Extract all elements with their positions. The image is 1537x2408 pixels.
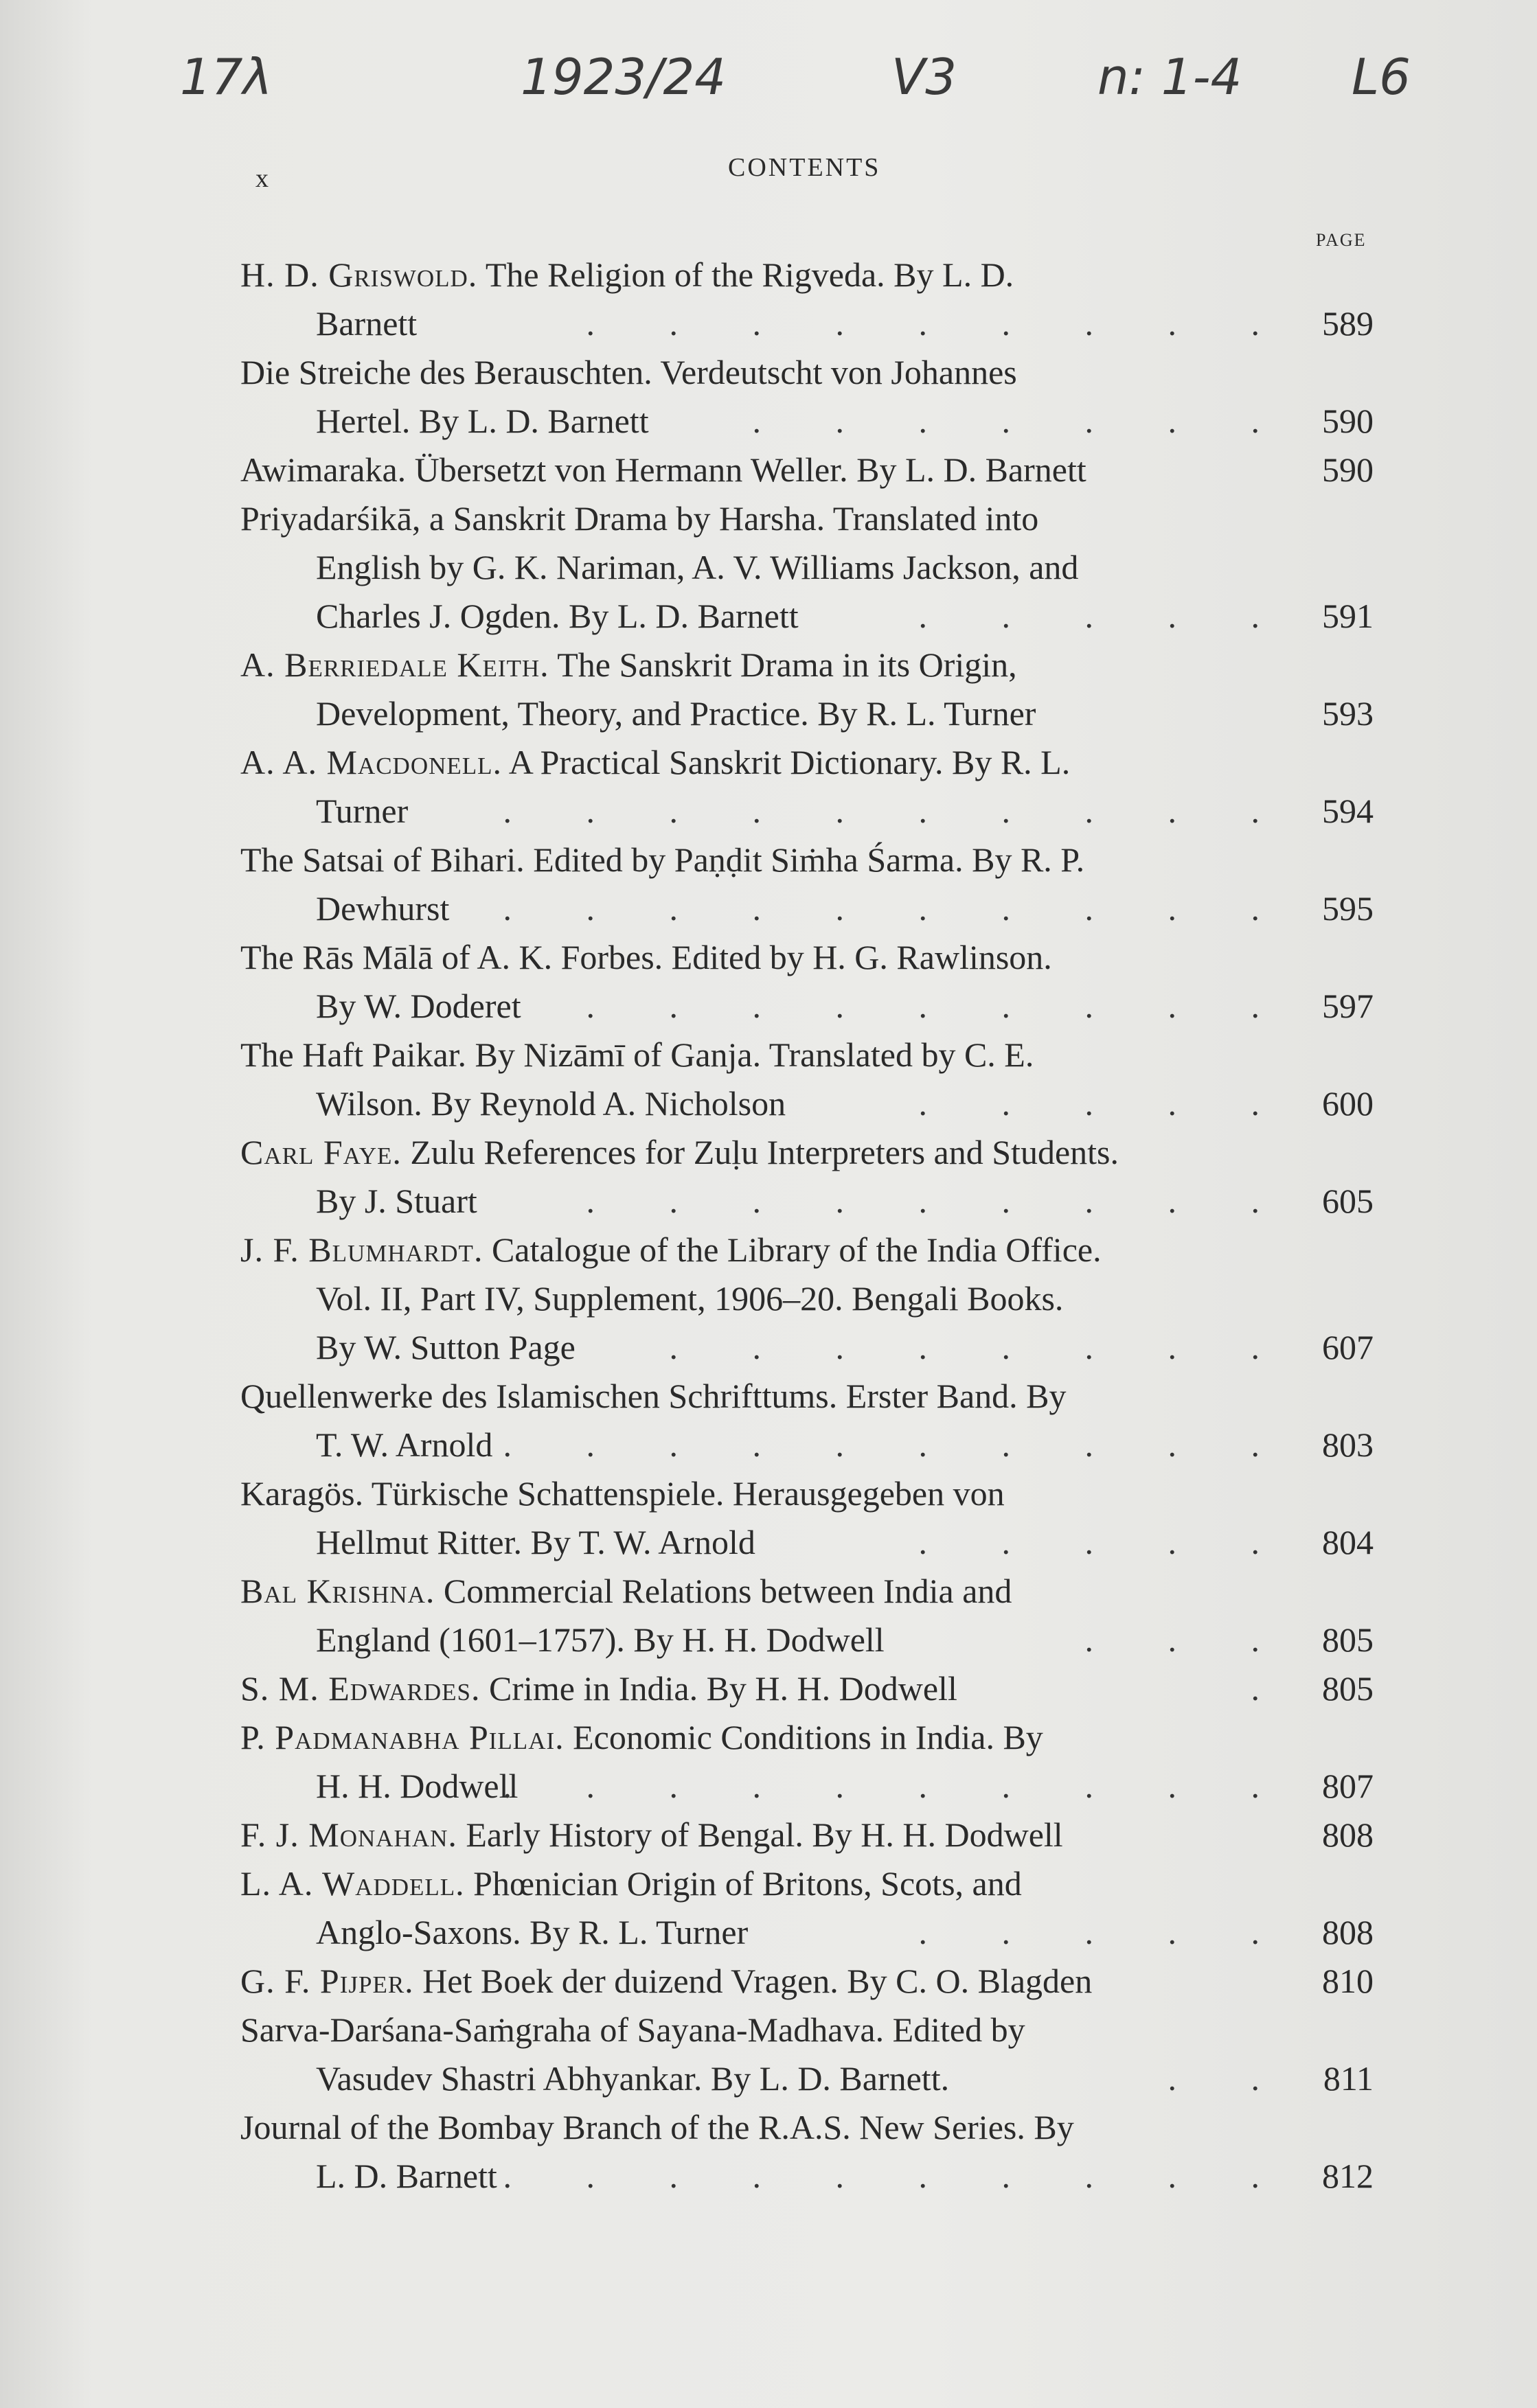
page-number: 605 (1322, 1182, 1374, 1220)
handwritten-note: 1923/24 (521, 48, 727, 106)
entry-text (316, 2054, 949, 2103)
entry-text (316, 299, 417, 348)
entry-text (240, 1031, 1034, 1079)
entry-line (240, 982, 1374, 1031)
entry-title: Quellenwerke des Islamischen Schrifttums. Erster Band. By (240, 1377, 1067, 1415)
entry-text (240, 1713, 1043, 1762)
page-number: 590 (1322, 402, 1374, 440)
entry-title: A Practical Sanskrit Dictionary. By R. L. (502, 743, 1071, 781)
leader-dots: . . . . . . . . . . (503, 1425, 1293, 1464)
entry-line (240, 1177, 1374, 1226)
page-number: 808 (1322, 1815, 1374, 1854)
page-number: 807 (1322, 1767, 1374, 1805)
entry-text (316, 397, 649, 446)
entry-line (240, 1031, 1374, 1079)
entry-text (316, 1079, 786, 1128)
entry-title: Catalogue of the Library of the India Office. (483, 1230, 1102, 1269)
page-number: 811 (1323, 2059, 1374, 2098)
page-number: 595 (1322, 889, 1374, 928)
entry-title: Wilson. By Reynold A. Nicholson (316, 1084, 786, 1123)
entry-author: A. A. Macdonell. (240, 743, 503, 781)
entry-title: T. W. Arnold (316, 1425, 493, 1464)
leader-dots: . . . . . . . . . . (503, 2157, 1293, 2195)
entry-line (240, 1957, 1374, 2006)
contents-entry (240, 2103, 1374, 2201)
entry-title: The Religion of the Rigveda. By L. D. (477, 255, 1014, 294)
entry-line (240, 1859, 1374, 1908)
contents-entry (240, 1859, 1374, 1957)
entry-text (240, 348, 1017, 397)
entry-text (240, 494, 1038, 543)
page-number: 590 (1322, 450, 1374, 489)
entry-author: J. F. Blumhardt. (240, 1230, 483, 1269)
entry-line (240, 1616, 1374, 1664)
entry-text (240, 1811, 1063, 1859)
entry-author: H. D. Griswold. (240, 255, 478, 294)
contents-entry (240, 1226, 1374, 1372)
contents-entry (240, 1713, 1374, 1811)
contents-entry (240, 446, 1374, 494)
contents-entry (240, 1664, 1374, 1713)
entry-author: F. J. Monahan. (240, 1815, 457, 1854)
handwritten-note: n: 1-4 (1097, 48, 1242, 106)
page-number: 810 (1322, 1962, 1374, 2000)
page-title: CONTENTS (728, 153, 881, 182)
entry-line (240, 1811, 1374, 1859)
leader-dots: . . . . . (918, 1913, 1293, 1951)
page-number: 591 (1322, 597, 1374, 635)
entry-title: Vasudev Shastri Abhyankar. By L. D. Barnett. (316, 2059, 950, 2098)
leader-dots: . . . . . (918, 1523, 1293, 1561)
entry-line (240, 348, 1374, 397)
entry-title: Commercial Relations between India and (435, 1572, 1012, 1610)
contents-entry (240, 738, 1374, 836)
page-number-roman: x (255, 164, 269, 193)
entry-author: P. Padmanabha Pillai. (240, 1718, 565, 1756)
entry-text (316, 1274, 1063, 1323)
entry-author: S. M. Edwardes. (240, 1669, 481, 1708)
entry-title: England (1601–1757). By H. H. Dodwell (316, 1620, 885, 1659)
entry-text (240, 738, 1070, 787)
page-number: 597 (1322, 987, 1374, 1025)
entry-text (240, 641, 1017, 689)
entry-title: Priyadarśikā, a Sanskrit Drama by Harsha. Translated into (240, 499, 1039, 538)
page-number: 589 (1322, 304, 1374, 343)
entry-title: Journal of the Bombay Branch of the R.A.S. New Series. By (240, 2108, 1074, 2146)
entry-text (240, 2006, 1025, 2054)
entry-title: Anglo-Saxons. By R. L. Turner (316, 1913, 749, 1951)
entry-line (240, 689, 1374, 738)
entry-line (240, 641, 1374, 689)
page-column-label: PAGE (1316, 230, 1367, 250)
entry-line (240, 592, 1374, 641)
entry-title: Awimaraka. Übersetzt von Hermann Weller. By L. D. Barnett (240, 450, 1086, 489)
entry-line (240, 1128, 1374, 1177)
entry-text (316, 689, 1036, 738)
entry-title: By W. Sutton Page (316, 1328, 576, 1366)
contents-entry (240, 641, 1374, 738)
entry-line (240, 251, 1374, 299)
entry-line (240, 1469, 1374, 1518)
page-number: 812 (1322, 2157, 1374, 2195)
leader-dots: . . . . . . . . . (586, 987, 1293, 1025)
page-number: 593 (1322, 694, 1374, 733)
entry-line (240, 933, 1374, 982)
entry-title: The Rās Mālā of A. K. Forbes. Edited by H. G. Rawlinson. (240, 938, 1052, 976)
entry-author: Bal Krishna. (240, 1572, 435, 1610)
contents-entry (240, 251, 1374, 348)
leader-dots: . . . . . . . . (669, 1328, 1293, 1366)
entry-title: Turner (316, 792, 409, 830)
contents-entry (240, 348, 1374, 446)
entry-text (240, 1567, 1012, 1616)
entry-line (240, 2103, 1374, 2152)
contents-entry (240, 836, 1374, 933)
entry-line (240, 1762, 1374, 1811)
leader-dots: . . . . . . . . . . (503, 889, 1293, 928)
entry-title: Dewhurst (316, 889, 450, 928)
entry-text (316, 884, 449, 933)
handwritten-note: L6 (1352, 48, 1411, 106)
entry-title: Vol. II, Part IV, Supplement, 1906–20. Bengali Books. (316, 1279, 1064, 1318)
entry-title: By W. Doderet (316, 987, 521, 1025)
leader-dots: . . . . . (918, 597, 1293, 635)
entry-title: Development, Theory, and Practice. By R. L. Turner (316, 694, 1036, 733)
contents-entry (240, 933, 1374, 1031)
entry-title: Het Boek der duizend Vragen. By C. O. Blagden (413, 1962, 1093, 2000)
entry-author: A. Berriedale Keith. (240, 645, 549, 684)
page-number: 600 (1322, 1084, 1374, 1123)
entry-line (240, 1079, 1374, 1128)
entry-line (240, 1226, 1374, 1274)
page-number: 607 (1322, 1328, 1374, 1366)
entry-text (316, 1323, 576, 1372)
page-number: 805 (1322, 1620, 1374, 1659)
entry-title: Crime in India. By H. H. Dodwell (480, 1669, 957, 1708)
entry-title: Die Streiche des Berauschten. Verdeutscht von Johannes (240, 353, 1017, 391)
contents-entry (240, 1811, 1374, 1859)
entry-line (240, 738, 1374, 787)
leader-dots: . . . . . . . . . (586, 304, 1293, 343)
page-number: 594 (1322, 792, 1374, 830)
entry-line (240, 1274, 1374, 1323)
entry-line (240, 836, 1374, 884)
contents-entry (240, 1128, 1374, 1226)
contents-entry (240, 1031, 1374, 1128)
entry-text (240, 251, 1014, 299)
entry-line (240, 1664, 1374, 1713)
leader-dots: . . . . . (918, 1084, 1293, 1123)
leader-dots: . . . . . . . . . (586, 1182, 1293, 1220)
entry-title: Early History of Bengal. By H. H. Dodwell (457, 1815, 1063, 1854)
entry-text (316, 1518, 755, 1567)
entry-line (240, 787, 1374, 836)
handwritten-note: 17λ (180, 48, 273, 106)
entry-title: L. D. Barnett (316, 2157, 497, 2195)
contents-entry (240, 1469, 1374, 1567)
entry-line (240, 1713, 1374, 1762)
entry-text (316, 2152, 497, 2201)
entry-title: The Sanskrit Drama in its Origin, (549, 645, 1017, 684)
entry-line (240, 1518, 1374, 1567)
entry-text (240, 1957, 1092, 2006)
entry-line (240, 2054, 1374, 2103)
entry-title: Economic Conditions in India. By (564, 1718, 1043, 1756)
entry-title: Barnett (316, 304, 418, 343)
entry-author: G. F. Pijper. (240, 1962, 414, 2000)
entry-title: The Satsai of Bihari. Edited by Paṇḍit Siṁha Śarma. By R. P. (240, 840, 1085, 879)
entry-line (240, 397, 1374, 446)
handwritten-annotations (0, 48, 1537, 124)
entry-text (316, 787, 408, 836)
entry-text (316, 1616, 885, 1664)
contents-entry (240, 494, 1374, 641)
entry-line (240, 446, 1374, 494)
entry-text (240, 1128, 1119, 1177)
entry-line (240, 884, 1374, 933)
entry-line (240, 1908, 1374, 1957)
entry-title: Karagös. Türkische Schattenspiele. Herausgegeben von (240, 1474, 1005, 1513)
entry-line (240, 1323, 1374, 1372)
entry-text (240, 836, 1084, 884)
entry-text (316, 1177, 477, 1226)
entry-text (240, 1664, 957, 1713)
entry-title: By J. Stuart (316, 1182, 477, 1220)
contents-entry (240, 2006, 1374, 2103)
entry-text (240, 1859, 1022, 1908)
entry-author: Carl Faye. (240, 1133, 402, 1171)
entry-text (240, 933, 1052, 982)
contents-entry (240, 1567, 1374, 1664)
entry-line (240, 543, 1374, 592)
entry-title: Charles J. Ogden. By L. D. Barnett (316, 597, 799, 635)
page-number: 803 (1322, 1425, 1374, 1464)
contents-entry (240, 1372, 1374, 1469)
contents-entry (240, 1957, 1374, 2006)
leader-dots: . . (1168, 2059, 1293, 2098)
page-number: 808 (1322, 1913, 1374, 1951)
entry-title: Sarva-Darśana-Saṁgraha of Sayana-Madhava. Edited by (240, 2010, 1025, 2049)
entry-line (240, 1421, 1374, 1469)
page-number: 805 (1322, 1669, 1374, 1708)
entry-line (240, 1567, 1374, 1616)
leader-dots: . . . . . . . . . . (503, 1767, 1293, 1805)
page-number: 804 (1322, 1523, 1374, 1561)
entry-text (316, 592, 799, 641)
contents-list (240, 251, 1374, 2201)
entry-text (240, 1372, 1067, 1421)
entry-line (240, 2006, 1374, 2054)
entry-line (240, 2152, 1374, 2201)
entry-line (240, 299, 1374, 348)
entry-title: Hellmut Ritter. By T. W. Arnold (316, 1523, 755, 1561)
entry-title: The Haft Paikar. By Nizāmī of Ganja. Translated by C. E. (240, 1035, 1034, 1074)
leader-dots: . (1251, 1669, 1293, 1708)
entry-text (316, 1762, 518, 1811)
entry-title: Phœnician Origin of Britons, Scots, and (464, 1864, 1022, 1903)
entry-title: H. H. Dodwell (316, 1767, 519, 1805)
entry-text (316, 1908, 748, 1957)
leader-dots: . . . . . . . . . . (503, 792, 1293, 830)
entry-text (316, 543, 1078, 592)
leader-dots: . . . . . . . (752, 402, 1293, 440)
entry-text (240, 2103, 1074, 2152)
handwritten-note: V3 (891, 48, 957, 106)
entry-line (240, 1372, 1374, 1421)
entry-author: L. A. Waddell. (240, 1864, 465, 1903)
entry-text (316, 1421, 492, 1469)
entry-title: English by G. K. Nariman, A. V. Williams Jackson, and (316, 548, 1079, 586)
entry-text (316, 982, 521, 1031)
entry-title: Zulu References for Zuḷu Interpreters and Students. (401, 1133, 1119, 1171)
entry-line (240, 494, 1374, 543)
entry-title: Hertel. By L. D. Barnett (316, 402, 649, 440)
entry-text (240, 446, 1086, 494)
entry-text (240, 1469, 1005, 1518)
leader-dots: . . . (1084, 1620, 1293, 1659)
entry-text (240, 1226, 1102, 1274)
